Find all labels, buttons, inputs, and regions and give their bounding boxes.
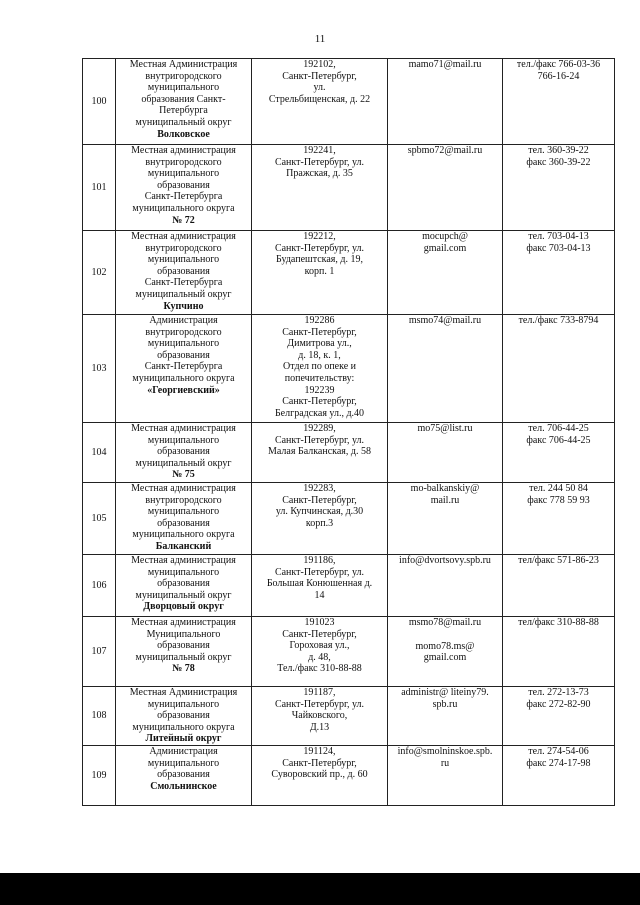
name-line: внутригородского <box>145 242 222 254</box>
organization-address <box>252 145 388 231</box>
name-line: муниципального <box>147 506 220 518</box>
organization-name <box>116 145 252 231</box>
name-line: образования <box>157 349 210 361</box>
row-number: 106 <box>83 555 116 617</box>
table-row <box>83 231 615 315</box>
organization-phone <box>503 555 615 617</box>
name-line: образования <box>157 179 210 191</box>
name-line: Местная администрация <box>131 555 236 566</box>
address-line: 192239 <box>304 384 335 396</box>
address-line: 192212, <box>303 231 336 242</box>
email-line: momo78.ms@ <box>415 640 475 652</box>
address-line: Санкт-Петербург, <box>282 70 357 82</box>
name-line: Местная администрация <box>131 231 236 242</box>
table-row <box>83 745 615 805</box>
name-line: образования <box>157 517 210 529</box>
organization-phone <box>503 687 615 746</box>
phone-line: факс 272-82-90 <box>526 698 591 710</box>
row-number: 104 <box>83 423 116 483</box>
address-line: Санкт-Петербург, ул. <box>274 434 365 446</box>
table-row <box>83 483 615 555</box>
email-line: mo-balkanskiy@ <box>410 483 480 494</box>
address-line: Санкт-Петербург, <box>282 628 357 640</box>
address-line: корп. 1 <box>304 265 335 277</box>
organization-name <box>116 59 252 145</box>
name-line: муниципального округа <box>132 202 235 214</box>
address-line: 192286 <box>304 315 335 326</box>
name-line: образования Санкт- <box>141 93 226 105</box>
name-bold-line: «Георгиевский» <box>147 384 220 396</box>
address-line: Санкт-Петербург, ул. <box>274 566 365 578</box>
phone-line: 766-16-24 <box>537 70 580 82</box>
name-line: муниципальный округ <box>135 457 232 469</box>
phone-line: тел/факс 310-88-88 <box>518 617 599 628</box>
organization-name <box>116 315 252 423</box>
phone-line: тел./факс 733-8794 <box>518 315 599 326</box>
page-number: 11 <box>314 33 326 45</box>
address-line: Большая Конюшенная д. <box>266 578 373 590</box>
row-number: 101 <box>83 145 116 231</box>
row-number: 100 <box>83 59 116 145</box>
phone-line: тел./факс 766-03-36 <box>516 59 601 70</box>
row-number: 105 <box>83 483 116 555</box>
organization-name <box>116 617 252 687</box>
address-line: Тел./факс 310-88-88 <box>277 663 362 675</box>
address-line: Гороховая ул., <box>289 640 350 652</box>
name-line: Петербурга <box>159 105 208 117</box>
email-line: mail.ru <box>430 494 460 506</box>
phone-line: факс 706-44-25 <box>526 434 591 446</box>
name-bold-line: № 75 <box>172 469 195 481</box>
row-number: 109 <box>83 745 116 805</box>
organization-address <box>252 687 388 746</box>
email-line: spb.ru <box>432 698 458 710</box>
name-line: Местная администрация <box>131 617 236 628</box>
organization-address <box>252 555 388 617</box>
organization-name <box>116 555 252 617</box>
email-line: mocupch@ <box>422 231 468 242</box>
name-line: Санкт-Петербурга <box>144 191 223 203</box>
table-body <box>83 59 615 806</box>
table-row <box>83 145 615 231</box>
organization-name <box>116 483 252 555</box>
address-line: Санкт-Петербург, ул. <box>274 698 365 710</box>
name-bold-line: Купчино <box>163 300 204 312</box>
organization-email <box>388 483 503 555</box>
address-line: попечительству: <box>284 372 355 384</box>
organization-phone <box>503 745 615 805</box>
email-line: spbmo72@mail.ru <box>407 145 483 156</box>
address-line: 191124, <box>303 745 336 757</box>
phone-line: тел/факс 571-86-23 <box>518 555 599 566</box>
name-line: муниципальный округ <box>135 116 232 128</box>
name-bold-line: № 78 <box>172 663 195 675</box>
organization-address <box>252 315 388 423</box>
table-row <box>83 687 615 746</box>
name-line: Местная администрация <box>131 145 236 156</box>
name-line: муниципального округа <box>132 721 235 733</box>
name-line: образования <box>157 710 210 722</box>
address-line: ул. Купчинская, д.30 <box>275 506 364 518</box>
address-line: Пражская, д. 35 <box>286 168 353 180</box>
email-line: administr@ liteiny79. <box>401 687 489 698</box>
name-line: Местная администрация <box>131 483 236 494</box>
name-line: Администрация <box>149 745 218 757</box>
email-line: msmo78@mail.ru <box>408 617 482 628</box>
name-line: Местная Администрация <box>129 59 238 70</box>
organization-phone <box>503 145 615 231</box>
name-bold-line: Балканский <box>155 540 212 552</box>
address-line: корп.3 <box>305 517 334 529</box>
phone-line: тел. 272-13-73 <box>528 687 589 698</box>
scan-border-bar <box>0 873 640 905</box>
organization-email <box>388 59 503 145</box>
email-line: mo75@list.ru <box>417 423 473 434</box>
address-line: д. 48, <box>308 651 331 663</box>
phone-line: факс 703-04-13 <box>526 242 591 254</box>
address-line: Санкт-Петербург, ул. <box>274 242 365 254</box>
name-line: Администрация <box>149 315 218 326</box>
phone-line: факс 778 59 93 <box>527 494 590 506</box>
organization-phone <box>503 617 615 687</box>
organization-email <box>388 687 503 746</box>
address-line: 192102, <box>303 59 336 70</box>
name-line: образования <box>157 446 210 458</box>
address-line: 14 <box>314 589 325 601</box>
organization-address <box>252 745 388 805</box>
address-line: 191186, <box>303 555 336 566</box>
table-row <box>83 59 615 145</box>
name-bold-line: Дворцовый округ <box>143 601 224 613</box>
address-line: 192283, <box>303 483 336 494</box>
address-line: 192241, <box>303 145 336 156</box>
name-bold-line: Литейный округ <box>145 733 222 745</box>
email-line: ru <box>440 757 450 769</box>
address-line: Санкт-Петербург, <box>282 326 357 338</box>
table-row <box>83 617 615 687</box>
table-row <box>83 423 615 483</box>
address-line: 192289, <box>303 423 336 434</box>
address-line: Малая Балканская, д. 58 <box>268 446 371 458</box>
row-number: 103 <box>83 315 116 423</box>
email-line: gmail.com <box>423 242 467 254</box>
email-line: info@smolninskoe.spb. <box>397 745 493 757</box>
address-line: Белградская ул., д.40 <box>274 407 365 419</box>
name-line: образования <box>157 578 210 590</box>
name-line: внутригородского <box>145 326 222 338</box>
email-line <box>390 629 500 641</box>
address-line: 191187, <box>303 687 336 698</box>
email-line: gmail.com <box>423 652 467 664</box>
email-line: msmo74@mail.ru <box>408 315 482 326</box>
phone-line: тел. 706-44-25 <box>528 423 589 434</box>
name-line: муниципального <box>147 168 220 180</box>
name-line: образования <box>157 265 210 277</box>
name-line: внутригородского <box>145 70 222 82</box>
name-line: муниципального округа <box>132 372 235 384</box>
organization-email <box>388 423 503 483</box>
address-line: Будапештская, д. 19, <box>275 254 363 266</box>
name-line: Санкт-Петербурга <box>144 361 223 373</box>
organization-phone <box>503 423 615 483</box>
name-line: образования <box>157 640 210 652</box>
phone-line: факс 274-17-98 <box>526 757 591 769</box>
name-bold-line: Смольнинское <box>150 780 217 792</box>
address-line: Димитрова ул., <box>287 338 352 350</box>
address-line: Стрельбищенская, д. 22 <box>268 93 371 105</box>
row-number: 108 <box>83 687 116 746</box>
name-line: Местная администрация <box>131 423 236 434</box>
organization-phone <box>503 231 615 315</box>
organization-email <box>388 145 503 231</box>
organization-address <box>252 483 388 555</box>
address-line: Суворовский пр., д. 60 <box>271 769 368 781</box>
name-line: муниципального <box>147 566 220 578</box>
name-bold-line: № 72 <box>172 214 195 226</box>
name-line: муниципального <box>147 82 220 94</box>
address-line: Санкт-Петербург, ул. <box>274 156 365 168</box>
name-line: внутригородского <box>145 494 222 506</box>
name-line: муниципальный округ <box>135 589 232 601</box>
organization-phone <box>503 483 615 555</box>
organization-name <box>116 687 252 746</box>
name-line: муниципального <box>147 434 220 446</box>
name-line: муниципального <box>147 757 220 769</box>
address-line: Санкт-Петербург, <box>282 757 357 769</box>
table-row <box>83 555 615 617</box>
name-line: Муниципального <box>146 628 221 640</box>
row-number: 107 <box>83 617 116 687</box>
address-line: д. 18, к. 1, <box>298 349 341 361</box>
administrations-table <box>82 58 615 806</box>
name-line: муниципальный округ <box>135 288 232 300</box>
address-line: ул. <box>313 82 326 94</box>
organization-email <box>388 231 503 315</box>
organization-email <box>388 315 503 423</box>
phone-line: тел. 274-54-06 <box>528 745 589 757</box>
address-line: Чайковского, <box>291 710 348 722</box>
address-line: Отдел по опеке и <box>282 361 357 373</box>
name-line: Санкт-Петербурга <box>144 277 223 289</box>
organization-address <box>252 617 388 687</box>
organization-email <box>388 745 503 805</box>
address-line: 191023 <box>304 617 335 628</box>
organization-address <box>252 423 388 483</box>
organization-email <box>388 555 503 617</box>
address-line: Санкт-Петербург, <box>282 494 357 506</box>
name-line: муниципального <box>147 254 220 266</box>
organization-name <box>116 231 252 315</box>
name-line: Местная Администрация <box>129 687 238 698</box>
organization-address <box>252 231 388 315</box>
row-number: 102 <box>83 231 116 315</box>
name-line: муниципального <box>147 338 220 350</box>
address-line: Д.13 <box>309 721 330 733</box>
name-bold-line: Волковское <box>157 128 210 140</box>
organization-phone <box>503 59 615 145</box>
name-line: муниципальный округ <box>135 651 232 663</box>
organization-name <box>116 745 252 805</box>
address-line: Санкт-Петербург, <box>282 396 357 408</box>
name-line: образования <box>157 769 210 781</box>
name-line: муниципального округа <box>132 529 235 541</box>
email-line: info@dvortsovy.spb.ru <box>399 555 491 566</box>
email-line: mamo71@mail.ru <box>408 59 482 70</box>
phone-line: тел. 244 50 84 <box>529 483 588 494</box>
organization-email <box>388 617 503 687</box>
table-row <box>83 315 615 423</box>
organization-address <box>252 59 388 145</box>
name-line: внутригородского <box>145 156 222 168</box>
phone-line: тел. 703-04-13 <box>528 231 589 242</box>
phone-line: факс 360-39-22 <box>526 156 591 168</box>
organization-name <box>116 423 252 483</box>
phone-line: тел. 360-39-22 <box>528 145 589 156</box>
organization-phone <box>503 315 615 423</box>
name-line: муниципального <box>147 698 220 710</box>
